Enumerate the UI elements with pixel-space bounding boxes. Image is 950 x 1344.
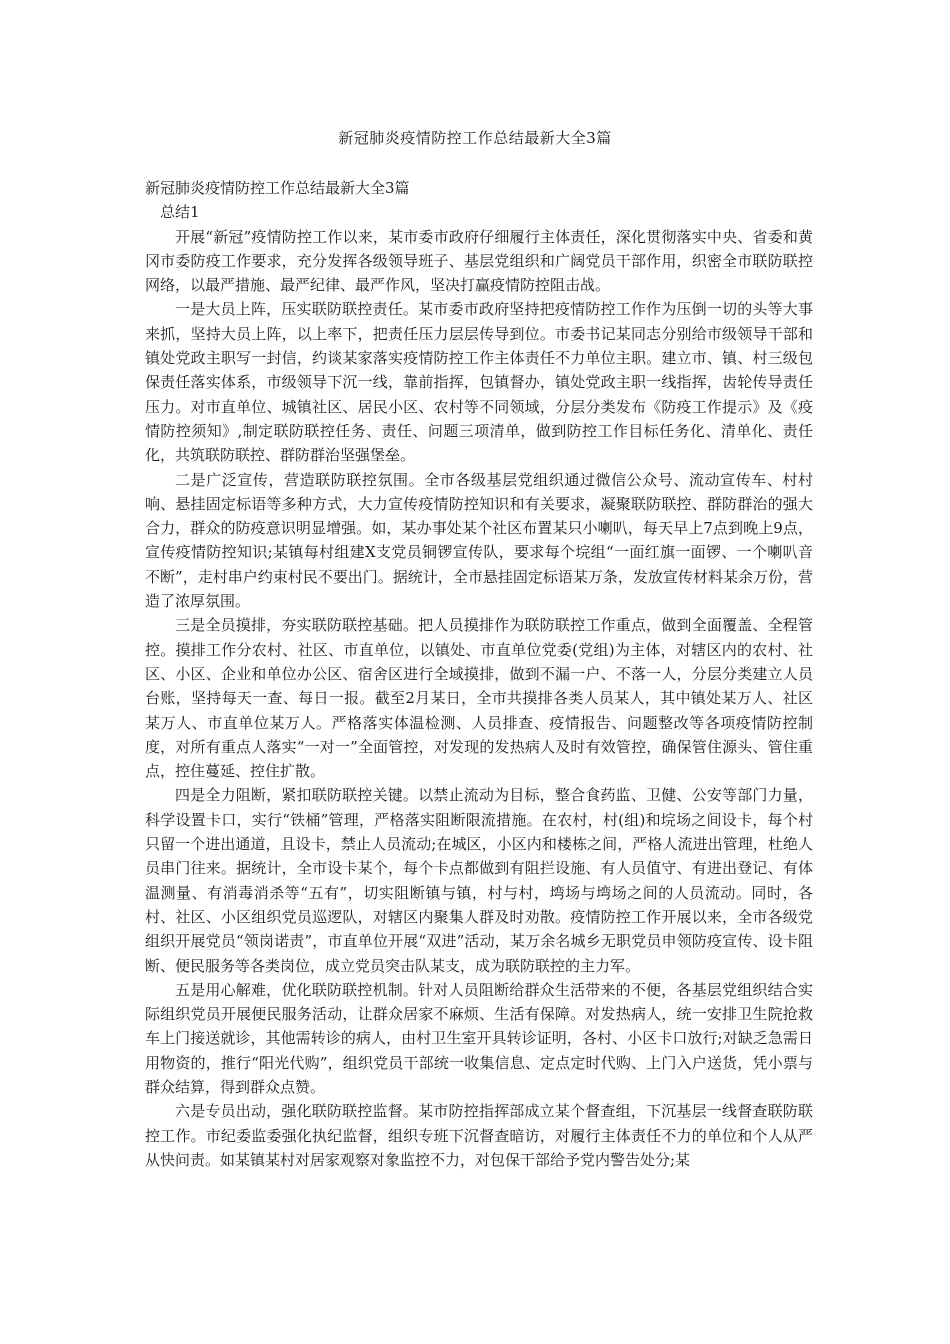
paragraph-point-4: 四是全力阻断，紧扣联防联控关键。以禁止流动为目标，整合食药监、卫健、公安等部门力量，科学设置卡口，实行“铁桶”管理，严格落实阻断限流措施。在农村，村(组)和垸场之间设卡，每个村只留一个进出通道，且设卡，禁止人员流动;在城区，小区内和楼栋之间，严格人流进出管理，杜绝人员串门往来。据统计，全市设卡某个，每个卡点都做到有阻拦设施、有人员值守、有进出登记、有体温测量、有消毒消杀等“五有”，切实阻断镇与镇，村与村，塆场与塆场之间的人员流动。同时，各村、社区、小区组织党员巡逻队，对辖区内聚集人群及时劝散。疫情防控工作开展以来，全市各级党组织开展党员“领岗诺责”，市直单位开展“双进”活动，某万余名城乡无职党员申领防疫宣传、设卡阻断、便民服务等各类岗位，成立党员突击队某支，成为联防联控的主力军。 — [145, 786, 813, 975]
document-subtitle: 新冠肺炎疫情防控工作总结最新大全3篇 — [145, 179, 410, 197]
paragraph-point-2: 二是广泛宣传，营造联防联控氛围。全市各级基层党组织通过微信公众号、流动宣传车、村村响、悬挂固定标语等多种方式，大力宣传疫情防控知识和有关要求，凝聚联防联控、群防群治的强大合力，群众的防疫意识明显增强。如，某办事处某个社区布置某只小喇叭，每天早上7点到晚上9点，宣传疫情防控知识;某镇每村组建X支党员铜锣宣传队，要求每个垸组“一面红旗一面锣、一个喇叭音不断”，走村串户约束村民不要出门。据统计，全市悬挂固定标语某万条，发放宣传材料某余万份，营造了浓厚氛围。 — [145, 470, 813, 611]
section-label: 总结1 — [160, 203, 200, 222]
paragraph-point-1: 一是大员上阵，压实联防联控责任。某市委市政府坚持把疫情防控工作作为压倒一切的头等大事来抓，坚持大员上阵，以上率下，把责任压力层层传导到位。市委书记某同志分别给市级领导干部和镇处党政主职写一封信，约谈某家落实疫情防控工作主体责任不力单位主职。建立市、镇、村三级包保责任落实体系，市级领导下沉一线，靠前指挥，包镇督办，镇处党政主职一线指挥，齿轮传导责任压力。对市直单位、城镇社区、居民小区、农村等不同领域，分层分类发布《防疫工作提示》及《疫情防控须知》,制定联防联控任务、责任、问题三项清单，做到防控工作目标任务化、清单化、责任化，共筑联防联控、群防群治坚强堡垒。 — [145, 300, 813, 465]
paragraph-intro: 开展“新冠”疫情防控工作以来，某市委市政府仔细履行主体责任，深化贯彻落实中央、省委和黄冈市委防疫工作要求，充分发挥各级领导班子、基层党组织和广阔党员干部作用，织密全市联防联控网络，以最严措施、最严纪律、最严作风，坚决打赢疫情防控阻击战。 — [145, 227, 813, 295]
paragraph-point-3: 三是全员摸排，夯实联防联控基础。把人员摸排作为联防联控工作重点，做到全面覆盖、全程管控。摸排工作分农村、社区、市直单位，以镇处、市直单位党委(党组)为主体，对辖区内的农村、社区、小区、企业和单位办公区、宿舍区进行全域摸排，做到不漏一户、不落一人，分层分类建立人员台账，坚持每天一查、每日一报。截至2月某日，全市共摸排各类人员某人，其中镇处某万人、社区某万人、市直单位某万人。严格落实体温检测、人员排查、疫情报告、问题整改等各项疫情防控制度，对所有重点人落实“一对一”全面管控，对发现的发热病人及时有效管控，确保管住源头、管住重点，控住蔓延、控住扩散。 — [145, 616, 813, 781]
paragraph-point-5: 五是用心解难，优化联防联控机制。针对人员阻断给群众生活带来的不便，各基层党组织结合实际组织党员开展便民服务活动，让群众居家不麻烦、生活有保障。对发热病人，统一安排卫生院抢救车上门接送就诊，其他需转诊的病人，由村卫生室开具转诊证明，各村、小区卡口放行;对缺乏急需日用物资的，推行“阳光代购”，组织党员干部统一收集信息、定点定时代购、上门入户送货，凭小票与群众结算，得到群众点赞。 — [145, 980, 813, 1096]
paragraph-point-6: 六是专员出动，强化联防联控监督。某市防控指挥部成立某个督查组，下沉基层一线督查联防联控工作。市纪委监委强化执纪监督，组织专班下沉督查暗访，对履行主体责任不力的单位和个人从严从快问责。如某镇某村对居家观察对象监控不力，对包保干部给予党内警告处分;某 — [145, 1102, 813, 1169]
document-body — [145, 176, 813, 1172]
document-title: 新冠肺炎疫情防控工作总结最新大全3篇 — [338, 129, 612, 147]
